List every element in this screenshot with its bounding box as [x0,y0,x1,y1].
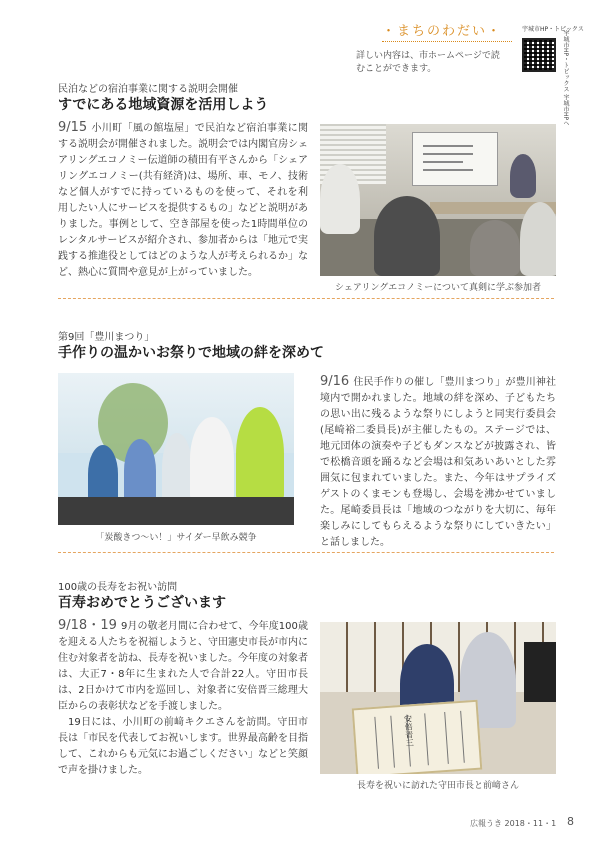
section-heading: ・まちのわだい・ [382,24,503,39]
qr-caption: 宇城市HP・トピックス [522,26,584,33]
section3-article [58,618,308,779]
section1-article [58,120,308,281]
section2-article [320,374,556,551]
header-note: 詳しい内容は、市ホームページで読むことができます。 [356,51,500,74]
section-divider [58,298,554,299]
section2-title: 手作りの温かいお祭りで地域の絆を深めて [58,345,324,361]
qr-code-icon[interactable] [522,38,556,72]
heading-rule [382,41,512,42]
section2-date: 9/16 [320,374,350,389]
qr-side-label: 宇城市HP・トピックス 宇城市HPへ [562,30,569,127]
section3-caption: 長寿を祝いに訪れた守田市長と前﨑さん [356,781,519,791]
section1-title: すでにある地域資源を活用しよう [58,97,269,113]
publication-info: 広報うき 2018・11・1 [470,819,557,828]
section2-caption: 「炭酸きつ〜い！」サイダー早飲み競争 [95,533,257,543]
section3-body2: 19日には、小川町の前﨑キクエさんを訪問。守田市長は「市民を代表してお祝いします。世界最高齢を目指して、これからも元気にお過ごしください」などと笑顔で声を掛けました。 [58,717,308,776]
section1-body: 小川町「風の館塩屋」で民泊など宿泊事業に関する説明会が開催されました。説明会では内閣官房シェアリングエコノミー伝道師の積田有平さんから「シェアリングエコノミー(共有経済)は、場所、車、モノ、技術など個人がすでに持っているものを使って、それを利用したい人にサービスを提供するもの」などと説明がありました。事例として、空き部屋を使った1時間単位のレンタルサービスが紹介され、参加者からは「地元で実践する推進役としてはどのような人が考えられるか」など、熱心に質問や意見が上がっていました。 [58,123,308,278]
centenarian-photo [320,622,556,774]
seminar-photo [320,124,556,276]
festival-photo [58,373,294,525]
section2-body: 住民手作りの催し「豊川まつり」が豊川神社境内で開かれました。地域の絆を深め、子どもたちの思い出に残るような祭りにしようと同実行委員会(尾崎裕二委員長)が主催したもの。ステージでは、地元団体の演奏や子どもダンスなどが披露され、皆で松橋音頭を踊るなど会場は和気あいあいとした雰囲気に包まれていました。また、今年はサプライズゲストのくまモンも登場し、会場を沸かせていました。尾崎委員長は「地域のつながりを大切に、毎年楽しみにしてもらえるような祭りにしていきたい」と話しました。 [320,377,556,548]
section3-date: 9/18・19 [58,618,117,633]
section1-caption: シェアリングエコノミーについて真剣に学ぶ参加者 [335,283,541,293]
section3-subtitle: 100歳の長寿をお祝い訪問 [58,582,178,593]
section1-date: 9/15 [58,120,88,135]
page-number: 8 [567,815,574,828]
section3-body: 9月の敬老月間に合わせて、今年度100歳を迎える人たちを祝福しようと、守田憲史市長が市内に住む対象者を訪ね、長寿を祝いました。今年度の対象者は、大正7・8年に生まれた人で合計22人。守田市長は、2日かけて市内を巡回し、対象者に安倍晋三総理大臣からの表彰状などを手渡しました。 [58,621,308,712]
section1-subtitle: 民泊などの宿泊事業に関する説明会開催 [58,84,238,95]
certificate-name: 安倍晋三 [403,714,415,747]
section3-title: 百寿おめでとうございます [58,595,226,611]
section2-subtitle: 第9回「豊川まつり」 [58,332,155,343]
section-divider [58,552,554,553]
